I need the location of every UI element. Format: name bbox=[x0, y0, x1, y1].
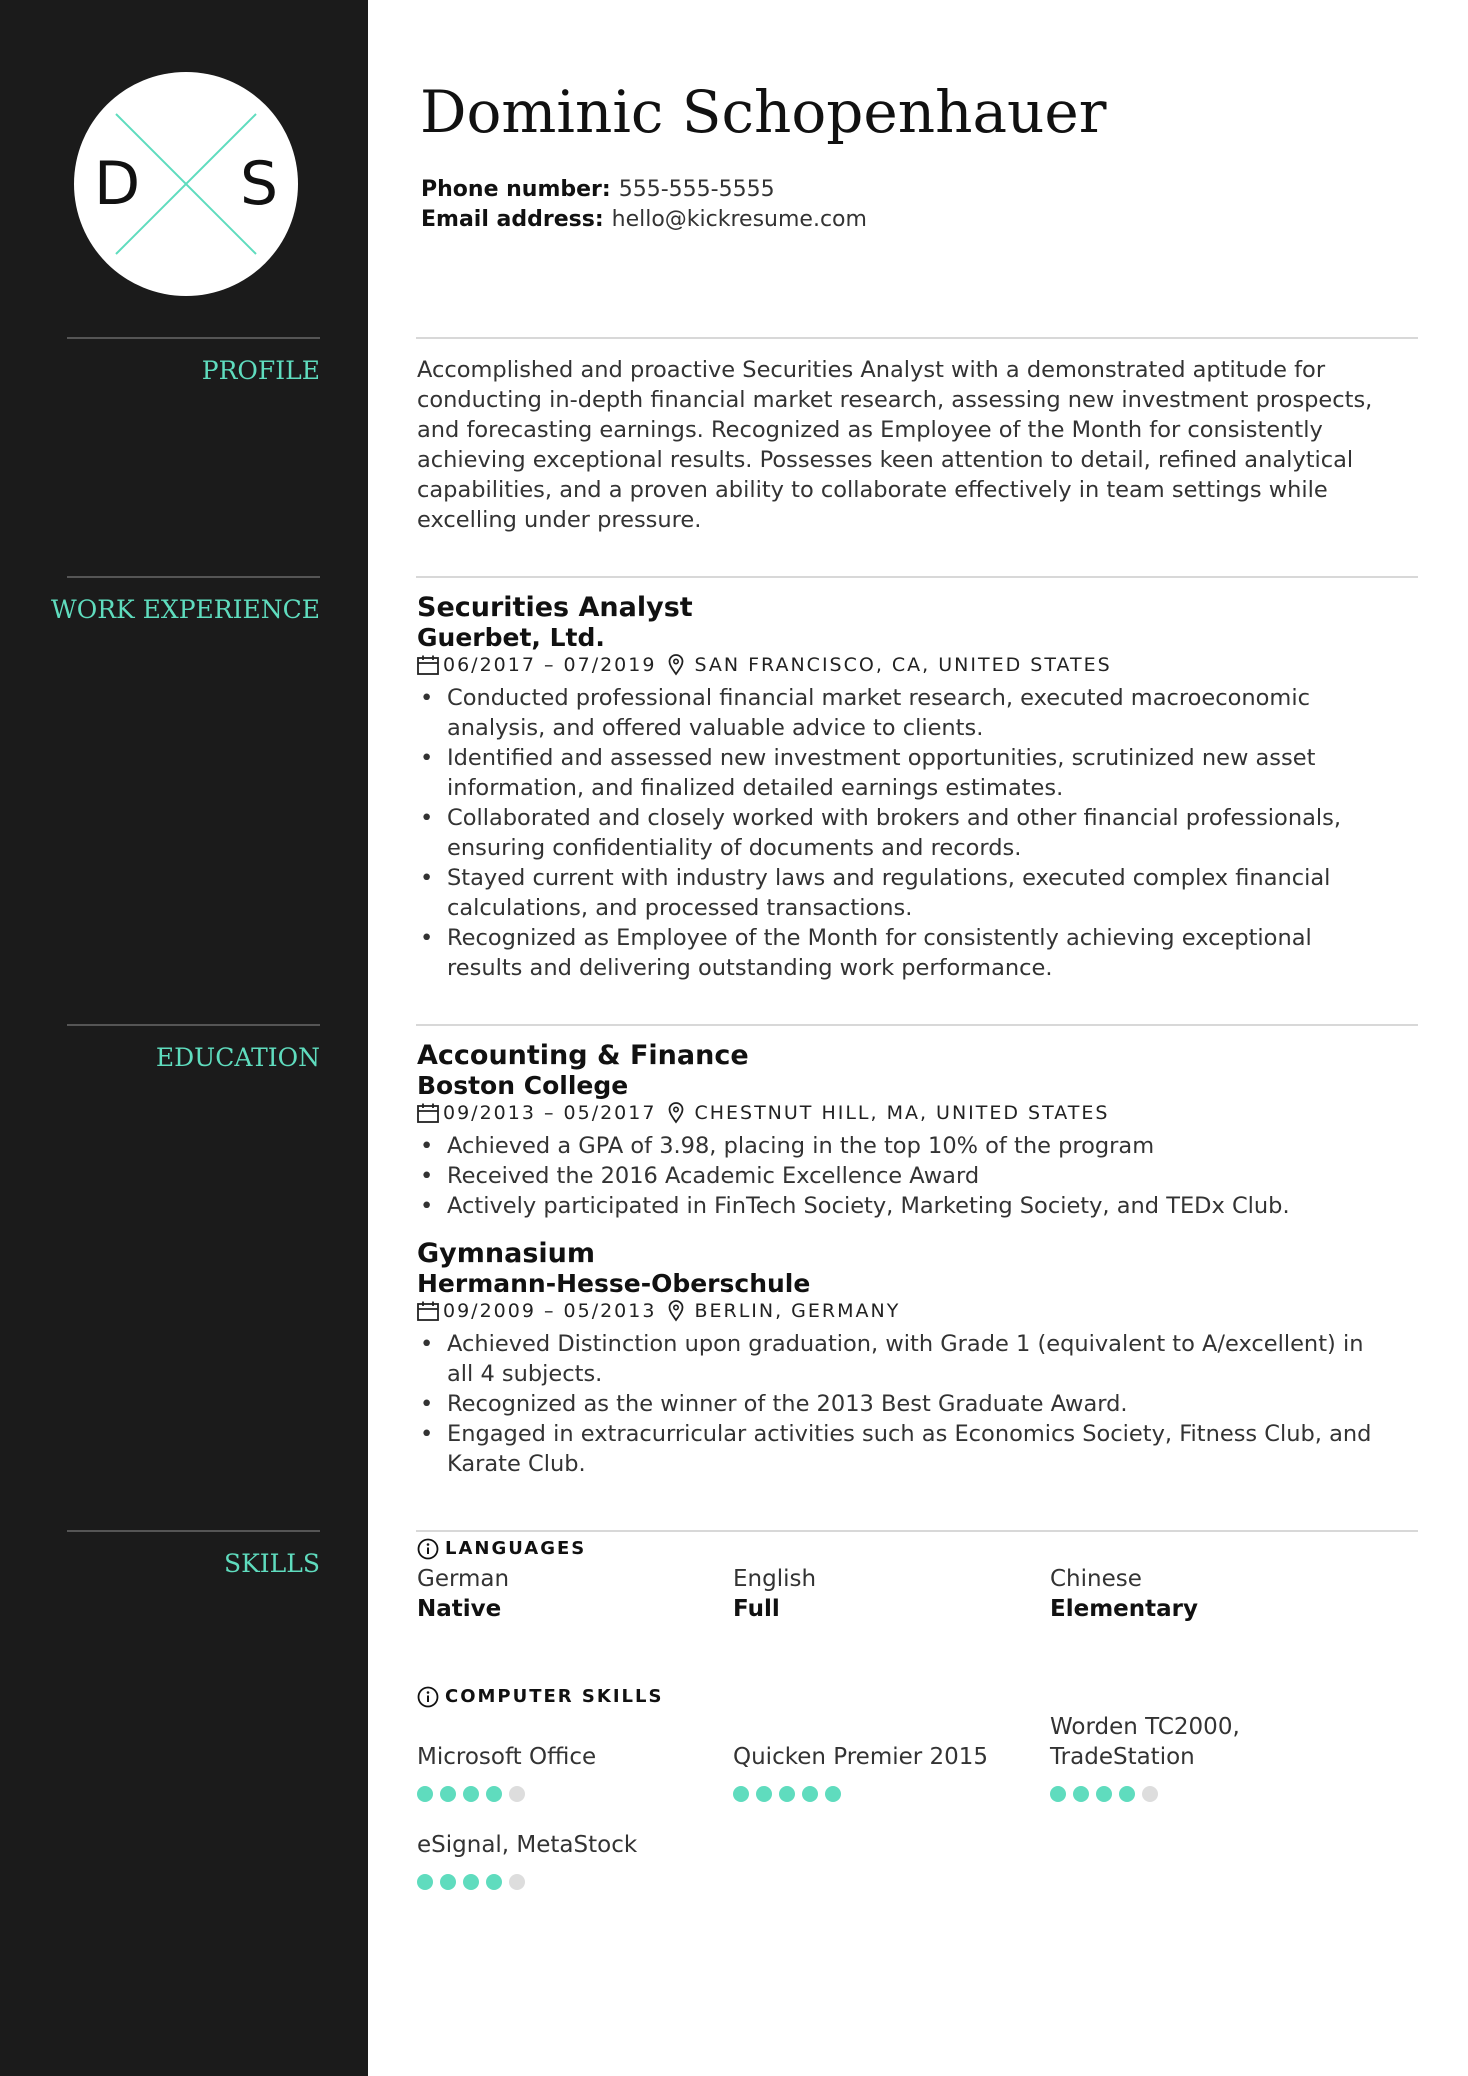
list-item: • Achieved Distinction upon graduation, with Grade 1 (equivalent to A/excellent) in all 4 subjects. bbox=[417, 1329, 1377, 1389]
section-label-skills: SKILLS bbox=[223, 1549, 320, 1578]
section-divider bbox=[416, 337, 1418, 339]
computer-skill-name: Quicken Premier 2015 bbox=[733, 1744, 989, 1770]
list-item: • Collaborated and closely worked with brokers and other financial professionals, ensuring confidentiality of documents and records. bbox=[417, 803, 1377, 863]
education-location: CHESTNUT HILL, MA, UNITED STATES bbox=[694, 1102, 1110, 1124]
monogram-avatar bbox=[74, 72, 298, 296]
location-pin-icon bbox=[668, 1102, 684, 1124]
phone-line bbox=[421, 175, 775, 205]
info-icon bbox=[417, 1538, 439, 1560]
rating-dot-filled bbox=[1096, 1786, 1112, 1802]
list-item: • Recognized as the winner of the 2013 Best Graduate Award. bbox=[417, 1389, 1377, 1419]
education-meta bbox=[417, 1298, 900, 1324]
profile-summary: Accomplished and proactive Securities Analyst with a demonstrated aptitude for conducting in-depth financial market research, assessing new investment prospects, and forecasting earnings. Recognized as Employee of the Month for consistently achieving exceptional results. Possesses keen attention to detail, refined analytical capabilities, and a proven ability to collaborate effectively in team settings while excelling under pressure. bbox=[417, 357, 1373, 533]
sidebar-divider bbox=[67, 1024, 320, 1026]
rating-dot-filled bbox=[1119, 1786, 1135, 1802]
sidebar bbox=[0, 0, 368, 2076]
calendar-icon bbox=[417, 655, 439, 675]
language-name: German bbox=[417, 1566, 510, 1592]
monogram-last-initial: S bbox=[240, 149, 279, 219]
job-employer: Guerbet, Ltd. bbox=[417, 623, 605, 652]
sidebar-divider bbox=[67, 576, 320, 578]
info-icon bbox=[417, 1686, 439, 1708]
education-meta bbox=[417, 1100, 1109, 1126]
calendar-icon bbox=[417, 1103, 439, 1123]
job-location: SAN FRANCISCO, CA, UNITED STATES bbox=[694, 654, 1112, 676]
list-item: • Engaged in extracurricular activities such as Economics Society, Fitness Club, and Karate Club. bbox=[417, 1419, 1377, 1479]
list-item: • Received the 2016 Academic Excellence Award bbox=[417, 1161, 1377, 1191]
rating-dot-filled bbox=[779, 1786, 795, 1802]
list-item: • Achieved a GPA of 3.98, placing in the top 10% of the program bbox=[417, 1131, 1377, 1161]
education-bullets bbox=[417, 1329, 1377, 1479]
rating-dot-filled bbox=[417, 1874, 433, 1890]
job-dates: 06/2017 – 07/2019 bbox=[443, 654, 657, 676]
list-item: • Identified and assessed new investment opportunities, scrutinized new asset information, and finalized detailed earnings estimates. bbox=[417, 743, 1377, 803]
language-level: Native bbox=[417, 1596, 502, 1622]
rating-dot-filled bbox=[825, 1786, 841, 1802]
sidebar-divider bbox=[67, 1530, 320, 1532]
computer-skill-name: Microsoft Office bbox=[417, 1744, 597, 1770]
calendar-icon bbox=[417, 1301, 439, 1321]
location-pin-icon bbox=[668, 654, 684, 676]
phone-value[interactable]: 555-555-5555 bbox=[618, 177, 775, 202]
list-item: • Stayed current with industry laws and regulations, executed complex financial calculations, and processed transactions. bbox=[417, 863, 1377, 923]
list-item: • Conducted professional financial market research, executed macroeconomic analysis, and offered valuable advice to clients. bbox=[417, 683, 1377, 743]
rating-dot-filled bbox=[802, 1786, 818, 1802]
education-dates: 09/2013 – 05/2017 bbox=[443, 1102, 657, 1124]
language-level: Full bbox=[733, 1596, 780, 1622]
rating-dot-filled bbox=[486, 1786, 502, 1802]
rating-dot-filled bbox=[756, 1786, 772, 1802]
section-label-profile: PROFILE bbox=[201, 356, 320, 385]
languages-label: LANGUAGES bbox=[445, 1538, 587, 1559]
skill-rating-dots bbox=[417, 1874, 532, 1890]
rating-dot-filled bbox=[1050, 1786, 1066, 1802]
phone-label: Phone number: bbox=[421, 177, 611, 202]
languages-heading bbox=[417, 1536, 586, 1562]
degree-title: Gymnasium bbox=[417, 1238, 596, 1269]
degree-title: Accounting & Finance bbox=[417, 1040, 749, 1071]
computer-skill-name: Worden TC2000, TradeStation bbox=[1050, 1714, 1240, 1770]
computer-skills-label: COMPUTER SKILLS bbox=[445, 1686, 664, 1707]
education-dates: 09/2009 – 05/2013 bbox=[443, 1300, 657, 1322]
education-bullets bbox=[417, 1131, 1377, 1221]
section-label-education: EDUCATION bbox=[155, 1043, 320, 1072]
language-level: Elementary bbox=[1050, 1596, 1198, 1622]
location-pin-icon bbox=[668, 1300, 684, 1322]
monogram-first-initial: D bbox=[94, 149, 141, 219]
rating-dot-filled bbox=[486, 1874, 502, 1890]
section-divider bbox=[416, 1024, 1418, 1026]
skill-rating-dots bbox=[733, 1786, 848, 1802]
email-value[interactable]: hello@kickresume.com bbox=[611, 207, 867, 232]
rating-dot-filled bbox=[463, 1874, 479, 1890]
rating-dot-filled bbox=[417, 1786, 433, 1802]
skill-rating-dots bbox=[417, 1786, 532, 1802]
job-meta bbox=[417, 652, 1112, 678]
computer-skills-heading bbox=[417, 1684, 663, 1710]
section-divider bbox=[416, 1530, 1418, 1532]
rating-dot-empty bbox=[509, 1874, 525, 1890]
rating-dot-filled bbox=[1073, 1786, 1089, 1802]
language-name: English bbox=[733, 1566, 817, 1592]
language-english bbox=[733, 1564, 1033, 1624]
rating-dot-filled bbox=[440, 1786, 456, 1802]
section-divider bbox=[416, 576, 1418, 578]
rating-dot-empty bbox=[509, 1786, 525, 1802]
list-item: • Recognized as Employee of the Month for consistently achieving exceptional results and delivering outstanding work performance. bbox=[417, 923, 1377, 983]
rating-dot-filled bbox=[463, 1786, 479, 1802]
education-location: BERLIN, GERMANY bbox=[694, 1300, 901, 1322]
skill-rating-dots bbox=[1050, 1786, 1165, 1802]
sidebar-divider bbox=[67, 337, 320, 339]
school-name: Hermann-Hesse-Oberschule bbox=[417, 1269, 811, 1298]
rating-dot-filled bbox=[733, 1786, 749, 1802]
language-chinese bbox=[1050, 1564, 1350, 1624]
job-bullets bbox=[417, 683, 1377, 983]
email-label: Email address: bbox=[421, 207, 604, 232]
language-german bbox=[417, 1564, 717, 1624]
list-item: • Actively participated in FinTech Society, Marketing Society, and TEDx Club. bbox=[417, 1191, 1377, 1221]
language-name: Chinese bbox=[1050, 1566, 1142, 1592]
candidate-name: Dominic Schopenhauer bbox=[420, 78, 1107, 146]
email-line bbox=[421, 205, 867, 235]
rating-dot-filled bbox=[440, 1874, 456, 1890]
rating-dot-empty bbox=[1142, 1786, 1158, 1802]
school-name: Boston College bbox=[417, 1071, 629, 1100]
job-title: Securities Analyst bbox=[417, 592, 693, 623]
computer-skill-name: eSignal, MetaStock bbox=[417, 1832, 638, 1858]
section-label-work-experience: WORK EXPERIENCE bbox=[51, 595, 320, 624]
